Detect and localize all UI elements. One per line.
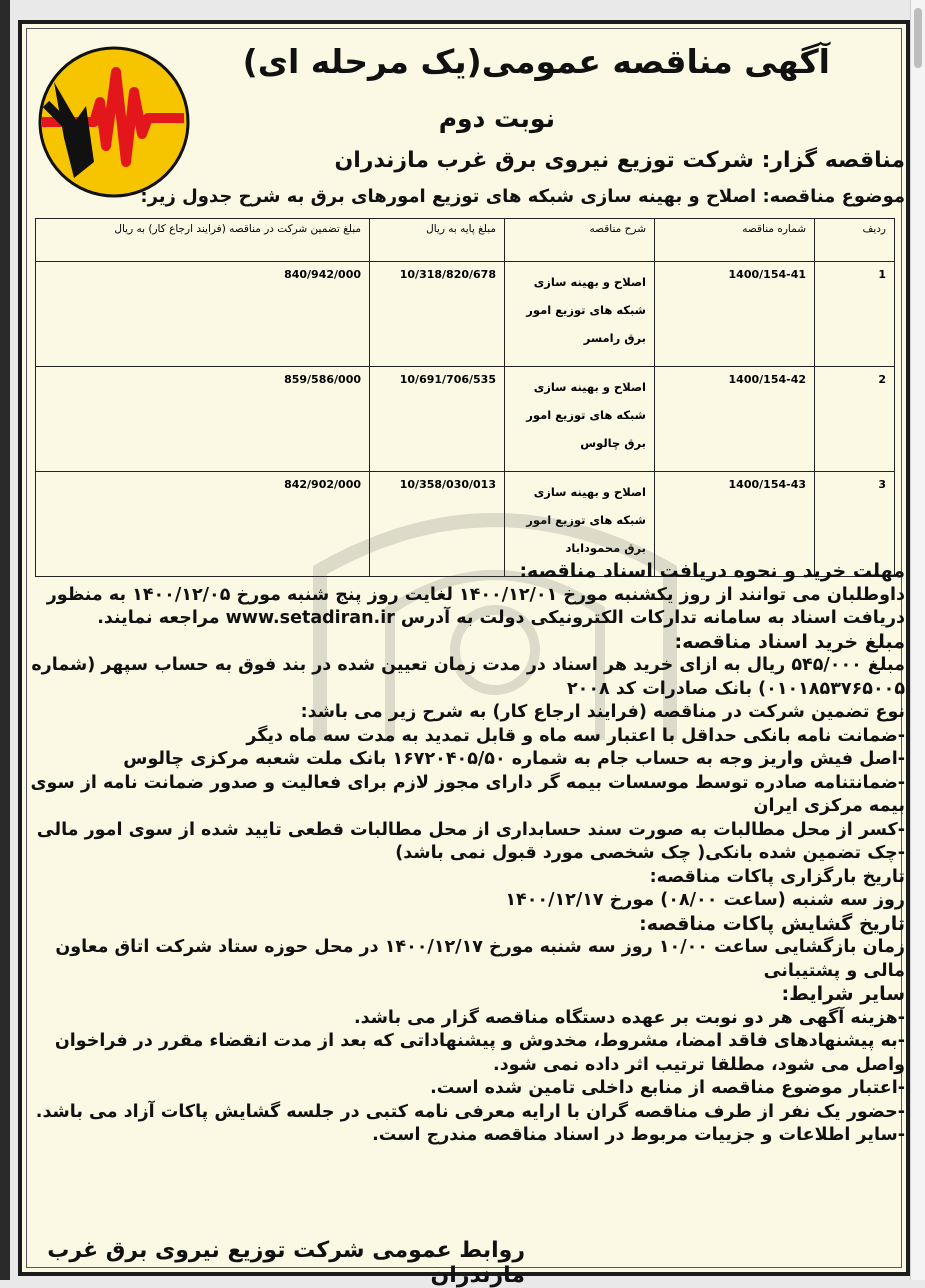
- tenderer-label: مناقصه گزار:: [761, 148, 905, 173]
- header-description: شرح مناقصه: [505, 219, 655, 262]
- list-item: -کسر از محل مطالبات به صورت سند حسابداری از محل مطالبات قطعی تایید شده از سوی امور مالی: [36, 819, 905, 840]
- list-item: -سایر اطلاعات و جزییات مربوط در اسناد مناقصه مندرج است.: [372, 1125, 905, 1145]
- opening-heading: تاریخ گشایش پاکات مناقصه:: [639, 912, 905, 935]
- cell-tender-number: 1400/154-42: [655, 367, 815, 472]
- price-heading: مبلغ خرید اسناد مناقصه:: [674, 630, 905, 653]
- left-window-edge: [0, 0, 10, 1280]
- tenderer-line: [334, 148, 905, 173]
- cell-description: اصلاح و بهینه سازی شبکه های توزیع امور برق چالوس: [505, 367, 655, 472]
- ad-title: آگهی مناقصه عمومی(یک مرحله ای): [242, 42, 830, 81]
- list-item: -ضمانتنامه صادره توسط موسسات بیمه گر دارای مجوز لازم برای فعالیت و صدور ضمانت نامه از سوی بیمه مرکزی ایران: [30, 772, 905, 816]
- header-tender-number: شماره مناقصه: [655, 219, 815, 262]
- scrollbar-thumb[interactable]: [914, 8, 922, 68]
- other-heading: سایر شرایط:: [781, 983, 905, 1005]
- scrollbar[interactable]: [910, 0, 925, 1280]
- cell-guarantee-amount: 840/942/000: [36, 262, 370, 367]
- list-item: -هزینه آگهی هر دو نوبت بر عهده دستگاه مناقصه گزار می باشد.: [353, 1007, 905, 1028]
- subject-label: موضوع مناقصه:: [762, 186, 905, 207]
- list-item: -اعتبار موضوع مناقصه از منابع داخلی تامین شده است.: [430, 1078, 905, 1098]
- tender-table: [35, 218, 895, 577]
- subject-line: [140, 186, 905, 207]
- opening-text: زمان بازگشایی ساعت ۱۰/۰۰ روز سه شنبه مورخ ۱۴۰۰/۱۲/۱۷ در محل حوزه ستاد شرکت اتاق معاون مالی و پشتیبانی: [55, 937, 905, 981]
- cell-base-amount: 10/318/820/678: [370, 262, 505, 367]
- cell-description: اصلاح و بهینه سازی شبکه های توزیع امور برق محموداباد: [505, 472, 655, 577]
- tenderer-value: شرکت توزیع نیروی برق غرب مازندران: [334, 148, 754, 173]
- table-header-row: [36, 219, 895, 262]
- cell-base-amount: 10/358/030/013: [370, 472, 505, 577]
- upload-heading: تاریخ بارگزاری پاکات مناقصه:: [649, 866, 905, 887]
- upload-text: روز سه شنبه (ساعت ۰۸/۰۰) مورخ ۱۴۰۰/۱۲/۱۷: [505, 890, 905, 910]
- cell-tender-number: 1400/154-43: [655, 472, 815, 577]
- cell-guarantee-amount: 859/586/000: [36, 367, 370, 472]
- price-text: مبلغ ۵۴۵/۰۰۰ ریال به ازای خرید هر اسناد در مدت زمان تعیین شده در بند فوق به حساب سپهر (شماره ۰۱۰۱۸۵۳۷۶۵۰۰۵) بانک صادرات کد ۲۰۰۸: [31, 655, 905, 699]
- ad-subtitle: نوبت دوم: [438, 104, 555, 133]
- footer-signature: روابط عمومی شرکت توزیع نیروی برق غرب مازندران: [47, 1238, 525, 1288]
- deadline-text: داوطلبان می توانند از روز یکشنبه مورخ ۱۴۰۰/۱۲/۰۱ لغایت روز پنج شنبه مورخ ۱۴۰۰/۱۲/۰۵ به منظور دریافت اسناد به سامانه تدارکات الکترونیکی دولت به آدرس www.setadiran.ir مراجعه نمایند.: [46, 584, 905, 628]
- table-row: [36, 262, 895, 367]
- guarantee-heading: نوع تضمین شرکت در مناقصه (فرایند ارجاع کار) به شرح زیر می باشد:: [300, 702, 905, 722]
- list-item: -ضمانت نامه بانکی حداقل با اعتبار سه ماه و قابل تمدید به مدت سه ماه دیگر: [246, 725, 905, 746]
- header-base-amount: مبلغ پایه به ریال: [370, 219, 505, 262]
- deadline-heading: مهلت خرید و نحوه دریافت اسناد مناقصه:: [519, 560, 905, 582]
- subject-value: اصلاح و بهینه سازی شبکه های توزیع امورهای برق به شرح جدول زیر:: [140, 186, 757, 207]
- cell-row-number: 1: [815, 262, 895, 367]
- power-company-logo-icon: [34, 42, 194, 202]
- ad-body: [30, 560, 905, 1148]
- list-item: -به پیشنهادهای فاقد امضا، مشروط، مخدوش و پیشنهاداتی که بعد از مدت انقضاء مقرر در فراخوان واصل می شود، مطلقا ترتیب اثر داده نمی شود.: [54, 1031, 905, 1075]
- cell-guarantee-amount: 842/902/000: [36, 472, 370, 577]
- list-item: -اصل فیش واریز وجه به حساب جام به شماره ۱۶۷۲۰۴۰۵/۵۰ بانک ملت شعبه مرکزی چالوس: [123, 749, 905, 769]
- cell-description: اصلاح و بهینه سازی شبکه های توزیع امور برق رامسر: [505, 262, 655, 367]
- table-row: [36, 367, 895, 472]
- header-guarantee-amount: مبلغ تضمین شرکت در مناقصه (فرایند ارجاع کار) به ریال: [36, 219, 370, 262]
- cell-base-amount: 10/691/706/535: [370, 367, 505, 472]
- cell-tender-number: 1400/154-41: [655, 262, 815, 367]
- cell-row-number: 3: [815, 472, 895, 577]
- cell-row-number: 2: [815, 367, 895, 472]
- header-row-number: ردیف: [815, 219, 895, 262]
- list-item: -حضور یک نفر از طرف مناقصه گران با ارایه معرفی نامه کتبی در جلسه گشایش پاکات آزاد می باشد.: [35, 1101, 905, 1122]
- list-item: -چک تضمین شده بانکی( چک شخصی مورد قبول نمی باشد): [395, 843, 905, 863]
